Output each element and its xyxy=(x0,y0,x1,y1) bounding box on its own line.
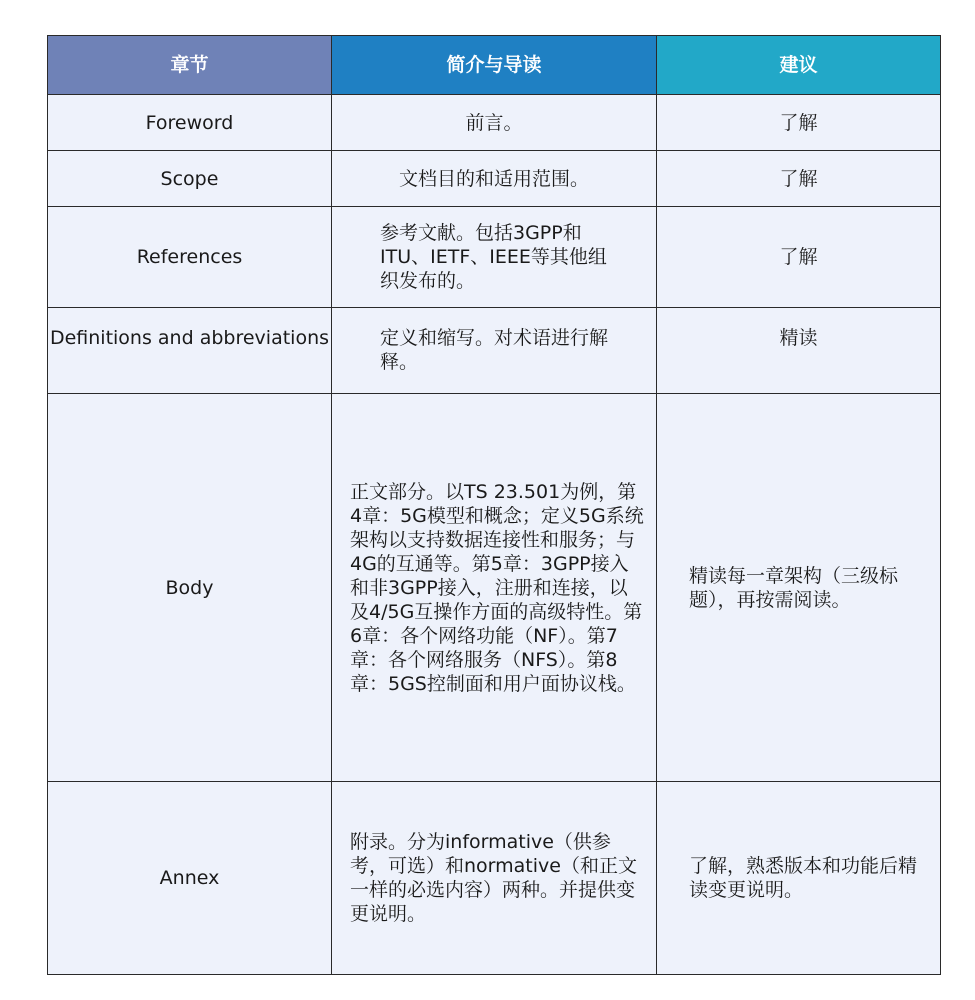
row-advice: 了解，熟悉版本和功能后精读变更说明。 xyxy=(657,782,941,975)
row-intro: 附录。分为informative（供参考，可选）和normative（和正文一样的必选内容）两种。并提供变更说明。 xyxy=(332,782,657,975)
row-chapter: Foreword xyxy=(48,95,332,151)
row-intro: 正文部分。以TS 23.501为例，第4章：5G模型和概念；定义5G系统架构以支持数据连接性和服务；与4G的互通等。第5章：3GPP接入和非3GPP接入，注册和连接，以及4/5G互操作方面的高级特性。第6章：各个网络功能（NF）。第7章：各个网络服务（NFS）。第8章：5GS控制面和用户面协议栈。 xyxy=(332,394,657,782)
row-chapter: Definitions and abbreviations xyxy=(48,308,332,394)
row-chapter: References xyxy=(48,207,332,308)
document-structure-table xyxy=(47,35,941,975)
table-row xyxy=(48,95,941,151)
row-advice: 精读每一章架构（三级标题），再按需阅读。 xyxy=(657,394,941,782)
row-intro: 参考文献。包括3GPP和ITU、IETF、IEEE等其他组织发布的。 xyxy=(332,207,657,308)
row-chapter: Body xyxy=(48,394,332,782)
row-intro: 文档目的和适用范围。 xyxy=(332,151,657,207)
row-chapter: Scope xyxy=(48,151,332,207)
table-row xyxy=(48,151,941,207)
header-chapter: 章节 xyxy=(48,36,332,95)
header-intro: 简介与导读 xyxy=(332,36,657,95)
table-row xyxy=(48,308,941,394)
row-advice: 了解 xyxy=(657,207,941,308)
table-header-row xyxy=(48,36,941,95)
row-chapter: Annex xyxy=(48,782,332,975)
table-row xyxy=(48,207,941,308)
table-row xyxy=(48,394,941,782)
row-advice: 了解 xyxy=(657,151,941,207)
header-advice: 建议 xyxy=(657,36,941,95)
row-intro: 定义和缩写。对术语进行解释。 xyxy=(332,308,657,394)
table-row xyxy=(48,782,941,975)
row-advice: 了解 xyxy=(657,95,941,151)
row-intro: 前言。 xyxy=(332,95,657,151)
row-advice: 精读 xyxy=(657,308,941,394)
